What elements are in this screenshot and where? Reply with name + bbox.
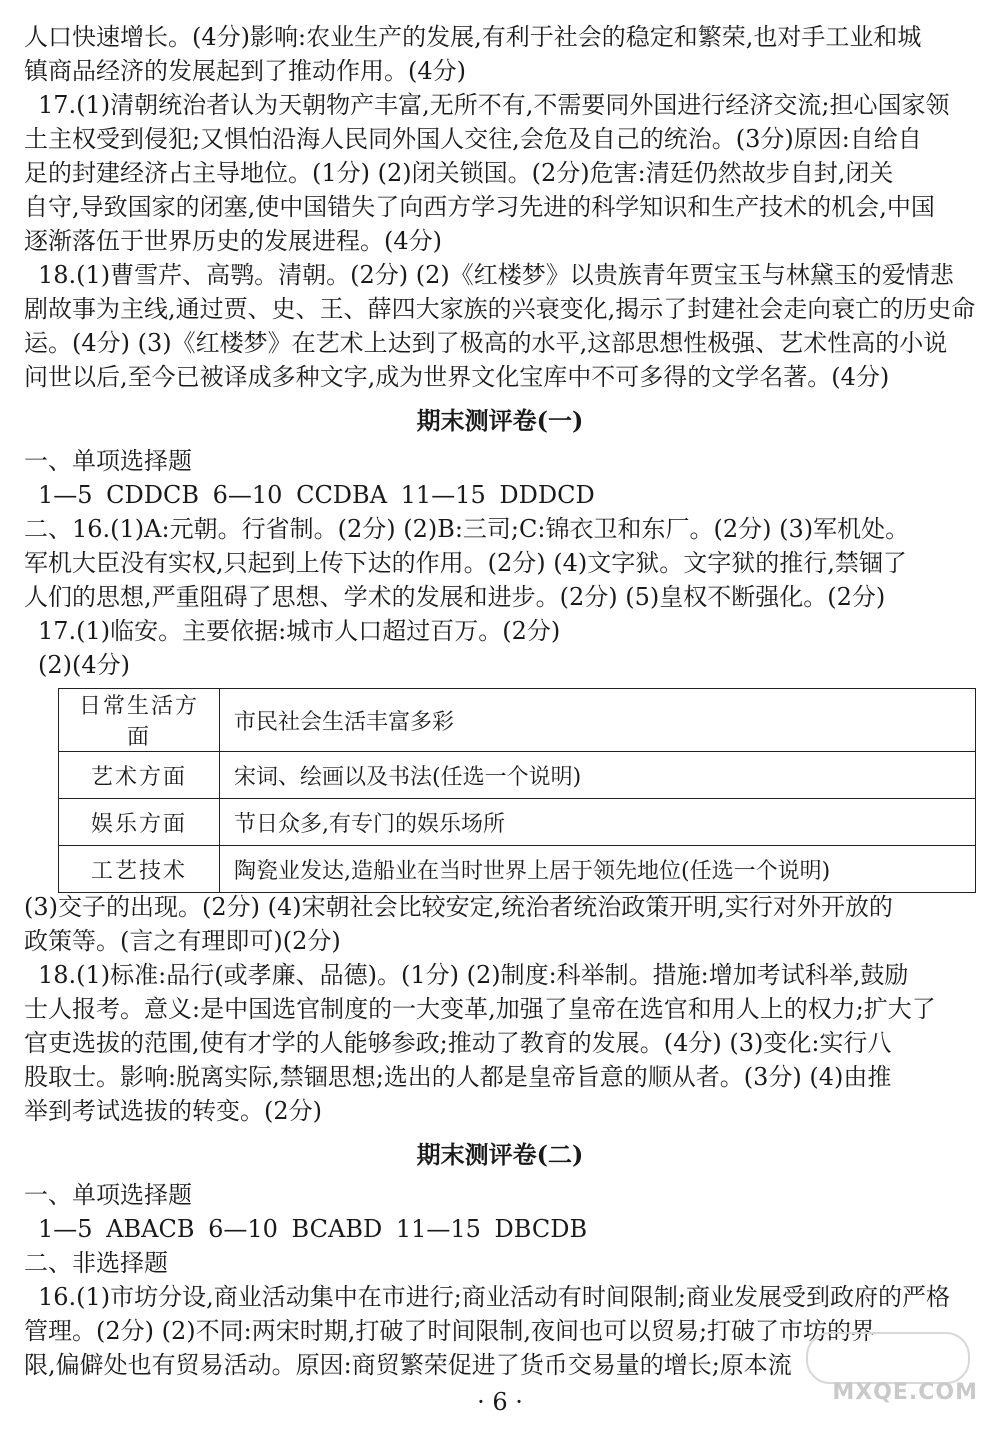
text-line: 17.(1)临安。主要依据:城市人口超过百万。(2分) [38,617,561,645]
text-line: 政策等。(言之有理即可)(2分) [24,927,341,955]
exam2-answers: 1—5 ABACB 6—10 BCABD 11—15 DBCDB [38,1215,588,1243]
table-row [59,799,976,846]
text-line: 管理。(2分) (2)不同:两宋时期,打破了时间限制,夜间也可以贸易;打破了市坊的界 [24,1317,876,1345]
table-key: 娱乐方面 [59,799,220,846]
text-line: 足的封建经济占主导地位。(1分) (2)闭关锁国。(2分)危害:清廷仍然故步自封,闭关 [24,159,894,187]
table-value: 宋词、绘画以及书法(任选一个说明) [220,752,976,799]
table-key: 日常生活方面 [59,689,220,752]
text-line: 限,偏僻处也有贸易活动。原因:商贸繁荣促进了货币交易量的增长;原本流 [24,1351,792,1379]
text-line: 股取士。影响:脱离实际,禁锢思想;选出的人都是皇帝旨意的顺从者。(3分) (4)由推 [24,1063,892,1091]
text-line: (2)(4分) [38,651,130,679]
text-line: 运。(4分) (3)《红楼梦》在艺术上达到了极高的水平,这部思想性极强、艺术性高的小说 [24,329,948,357]
text-line: 土主权受到侵犯;又惧怕沿海人民同外国人交往,会危及自己的统治。(3分)原因:自给自 [24,125,922,153]
exam1-title: 期末测评卷(一) [416,406,584,435]
text-line: 剧故事为主线,通过贾、史、王、薛四大家族的兴衰变化,揭示了封建社会走向衰亡的历史命 [24,295,976,323]
page-number: · 6 · [477,1388,523,1416]
text-line: (3)交子的出现。(2分) (4)宋朝社会比较安定,统治者统治政策开明,实行对外开放的 [24,893,893,921]
text-line: 士人报考。意义:是中国选官制度的一大变革,加强了皇帝在选官和用人上的权力;扩大了 [24,995,936,1023]
table-key: 工艺技术 [59,846,220,893]
text-line: 16.(1)市坊分设,商业活动集中在市进行;商业活动有时间限制;商业发展受到政府的严格 [38,1283,950,1311]
exam1-section1: 一、单项选择题 [24,447,192,475]
exam2-title: 期末测评卷(二) [416,1140,584,1169]
text-line: 17.(1)清朝统治者认为天朝物产丰富,无所不有,不需要同外国进行经济交流;担心国家领 [38,91,950,119]
table-row [59,752,976,799]
text-line: 18.(1)曹雪芹、高鹗。清朝。(2分) (2)《红楼梦》以贵族青年贾宝玉与林黛玉的爱情悲 [38,261,954,289]
table-value: 市民社会生活丰富多彩 [220,689,976,752]
exam2-section1: 一、单项选择题 [24,1181,192,1209]
table-row [59,846,976,893]
text-line: 镇商品经济的发展起到了推动作用。(4分) [24,57,466,85]
table-value: 节日众多,有专门的娱乐场所 [220,799,976,846]
text-line: 二、16.(1)A:元朝。行省制。(2分) (2)B:三司;C:锦衣卫和东厂。(2分) (3)军机处。 [24,515,910,543]
exam1-answers: 1—5 CDDCB 6—10 CCDBA 11—15 DDDCD [38,481,595,509]
watermark-text: MXQE.COM [832,1380,978,1405]
text-line: 自守,导致国家的闭塞,使中国错失了向西方学习先进的科学知识和生产技术的机会,中国 [24,193,935,221]
text-line: 人们的思想,严重阻碍了思想、学术的发展和进步。(2分) (5)皇权不断强化。(2分) [24,583,886,611]
text-line: 人口快速增长。(4分)影响:农业生产的发展,有利于社会的稳定和繁荣,也对手工业和城 [24,23,922,51]
text-line: 举到考试选拔的转变。(2分) [24,1097,322,1125]
text-line: 军机大臣没有实权,只起到上传下达的作用。(2分) (4)文字狱。文字狱的推行,禁锢了 [24,549,907,577]
table-key: 艺术方面 [59,752,220,799]
table-row [59,689,976,752]
watermark-logo [806,1332,970,1384]
answer-table [58,688,976,893]
text-line: 官吏选拔的范围,使有才学的人能够参政;推动了教育的发展。(4分) (3)变化:实行八 [24,1029,892,1057]
exam2-section2: 二、非选择题 [24,1249,168,1277]
text-line: 问世以后,至今已被译成多种文字,成为世界文化宝库中不可多得的文学名著。(4分) [24,363,890,391]
text-line: 逐渐落伍于世界历史的发展进程。(4分) [24,227,442,255]
text-line: 18.(1)标准:品行(或孝廉、品德)。(1分) (2)制度:科举制。措施:增加考试科举,鼓励 [38,961,909,989]
table-value: 陶瓷业发达,造船业在当时世界上居于领先地位(任选一个说明) [220,846,976,893]
